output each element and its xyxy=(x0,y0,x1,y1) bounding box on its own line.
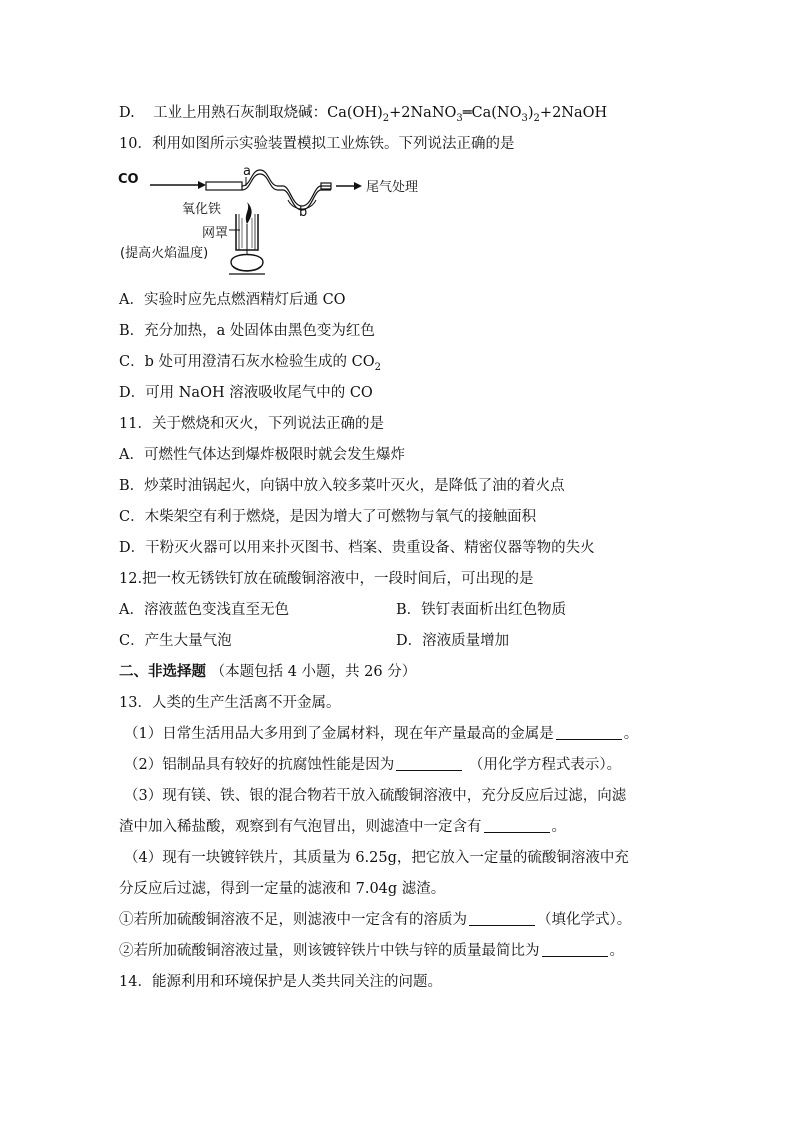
section-2-heading xyxy=(119,662,416,682)
q13-part-3-line-1: （3）现有镁、铁、银的混合物若干放入硫酸铜溶液中，充分反应后过滤，向滤 xyxy=(124,788,627,804)
q12-option-c: C．产生大量气泡 xyxy=(119,633,232,649)
q13-part-3-line-2: 渣中加入稀盐酸，观察到有气泡冒出，则滤渣中一定含有 。 xyxy=(119,819,566,835)
q11-option-a: A．可燃性气体达到爆炸极限时就会发生爆炸 xyxy=(119,447,405,463)
section-2-note: （本题包括 4 小题，共 26 分） xyxy=(210,664,417,680)
iron-oxide-label: 氧化铁 xyxy=(182,202,222,217)
exhaust-label: 尾气处理 xyxy=(366,180,419,195)
question-13: 13．人类的生产生活离不开金属。 xyxy=(119,695,341,711)
arrow-head xyxy=(198,181,206,189)
q10-option-c: C．b 处可用澄清石灰水检验生成的 $CO_2$ xyxy=(119,354,381,373)
mesh-cover-label: 网罩 xyxy=(202,226,229,241)
q11-option-d: D．干粉灭火器可以用来扑灭图书、档案、贵重设备、精密仪器等物的失火 xyxy=(119,540,595,556)
q12-option-b: B．铁钉表面析出红色物质 xyxy=(396,602,567,618)
answer-blank[interactable] xyxy=(469,911,535,926)
q11-option-b: B．炒菜时油锅起火，向锅中放入较多菜叶灭火，是降低了油的着火点 xyxy=(119,478,565,494)
glass-tube xyxy=(206,182,242,190)
ironmaking-apparatus-figure xyxy=(118,166,438,278)
q13-part-4-line-2: 分反应后过滤，得到一定量的滤液和 7.04g 滤渣。 xyxy=(119,881,446,897)
q13-part-4-line-1: （4）现有一块镀锌铁片，其质量为 6.25g，把它放入一定量的硫酸铜溶液中充 xyxy=(124,850,629,866)
flame-temperature-label: (提高火焰温度) xyxy=(120,246,209,261)
co-label: CO xyxy=(118,172,139,187)
answer-blank[interactable] xyxy=(556,725,622,740)
answer-blank[interactable] xyxy=(542,942,608,957)
point-a-label: a xyxy=(243,166,251,179)
section-2-title: 二、非选择题 xyxy=(119,663,206,680)
q13-part-2: （2）铝制品具有较好的抗腐蚀性能是因为 （用化学方程式表示）。 xyxy=(124,757,622,773)
q12-option-a: A．溶液蓝色变浅直至无色 xyxy=(119,602,289,618)
question-14: 14．能源利用和环境保护是人类共同关注的问题。 xyxy=(119,974,442,990)
q11-option-c: C．木柴架空有利于燃烧，是因为增大了可燃物与氧气的接触面积 xyxy=(119,509,537,525)
q13-part-4-sub-1: ①若所加硫酸铜溶液不足，则滤液中一定含有的溶质为 （填化学式）。 xyxy=(119,912,632,928)
q13-part-4-sub-2: ②若所加硫酸铜溶液过量，则该镀锌铁片中铁与锌的质量最简比为 。 xyxy=(119,943,624,959)
answer-blank[interactable] xyxy=(396,756,462,771)
q12-option-d: D．溶液质量增加 xyxy=(396,633,510,649)
q12-options-row-1 xyxy=(119,600,289,620)
q10-option-a: A．实验时应先点燃酒精灯后通 CO xyxy=(119,292,346,308)
question-12: 12.把一枚无锈铁钉放在硫酸铜溶液中，一段时间后，可出现的是 xyxy=(119,571,534,587)
q10-option-d: D．可用 NaOH 溶液吸收尾气中的 CO xyxy=(119,385,373,401)
q10-option-b: B．充分加热，a 处固体由黑色变为红色 xyxy=(119,323,375,339)
answer-blank[interactable] xyxy=(484,818,550,833)
flame-shape xyxy=(246,202,252,224)
question-11: 11．关于燃烧和灭火，下列说法正确的是 xyxy=(119,416,384,432)
alcohol-lamp xyxy=(231,255,263,272)
option-d-previous: D. 工业上用熟石灰制取烧碱：$Ca(OH)_2+2NaNO_3═Ca(NO_3)_2+2NaOH$ xyxy=(119,105,608,124)
question-10: 10．利用如图所示实验装置模拟工业炼铁。下列说法正确的是 xyxy=(119,136,515,152)
q13-part-1: （1）日常生活用品大多用到了金属材料，现在年产量最高的金属是 。 xyxy=(124,726,639,742)
point-b-label: b xyxy=(299,205,308,220)
